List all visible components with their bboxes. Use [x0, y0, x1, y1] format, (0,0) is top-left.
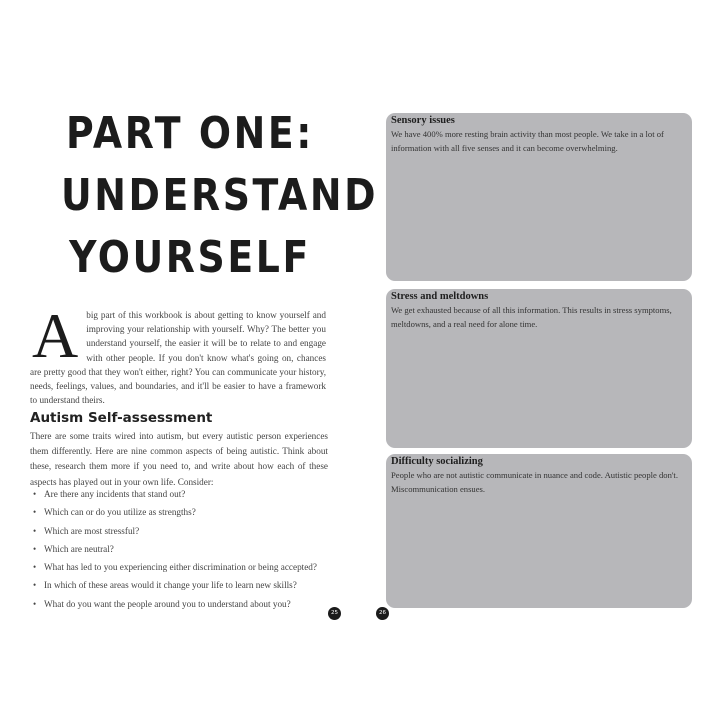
page-number-left: 25 [328, 607, 341, 620]
box-text: People who are not autistic communicate in nuance and code. Autistic people don't. Miscommunication ensues. [391, 470, 678, 494]
intro-paragraph [30, 300, 326, 407]
list-item: • Which are neutral? [33, 543, 114, 554]
list-item: • What do you want the people around you to understand about you? [33, 598, 291, 609]
list-item: • In which of these areas would it change your life to learn new skills? [33, 580, 297, 591]
list-item: • Which can or do you utilize as strengths? [33, 507, 196, 518]
bullet-icon: • [33, 543, 37, 554]
box-title: Sensory issues [391, 115, 455, 126]
page-title [61, 103, 379, 289]
bullet-icon: • [33, 489, 37, 499]
intro-text: big part of this workbook is about getting to know yourself and improving your relationship with yourself. Why? The better you understand yourself, the easier it will be to relate to and engage with other people. If you don't know what's going on, chances are pretty good that they won't either, right? You can communicate your history, needs, feelings, values, and boundaries, and it'll be easier to have a framework to understand theirs. [30, 310, 326, 406]
list-item: • Which are most stressful? [33, 525, 140, 536]
list-item: • Are there any incidents that stand out? [33, 489, 186, 499]
bullet-icon: • [33, 562, 37, 573]
write-in-box-stress[interactable] [386, 289, 692, 448]
page-number-right: 26 [376, 607, 389, 620]
bullet-list [30, 488, 328, 616]
bullet-icon: • [33, 580, 37, 591]
title-line-3: YOURSELF [69, 232, 311, 283]
list-item: • What has led to you experiencing either discrimination or being accepted? [33, 562, 317, 573]
box-title: Stress and meltdowns [391, 291, 489, 302]
box-text: We get exhausted because of all this information. This results in stress symptoms, meltdowns, and a real need for alone time. [391, 305, 672, 329]
title-line-1: PART ONE: [65, 108, 315, 159]
write-in-box-socializing[interactable] [386, 454, 692, 608]
section-heading: Autism Self-assessment [30, 410, 213, 426]
bullet-icon: • [33, 507, 37, 518]
bullet-icon: • [33, 525, 37, 536]
section-body: There are some traits wired into autism, but every autistic person experiences them differently. Here are nine common aspects of being autistic. Think about these, research them more if you need to, and write about how each of these aspects has played out in your own life. Consider: [30, 431, 328, 487]
box-text: We have 400% more resting brain activity than most people. We take in a lot of information with all five senses and it can become overwhelming. [391, 129, 664, 153]
drop-cap: A [32, 300, 79, 371]
write-in-box-sensory[interactable] [386, 113, 692, 281]
bullet-icon: • [33, 598, 37, 609]
title-line-2: UNDERSTAND [61, 170, 379, 221]
box-title: Difficulty socializing [391, 456, 483, 467]
